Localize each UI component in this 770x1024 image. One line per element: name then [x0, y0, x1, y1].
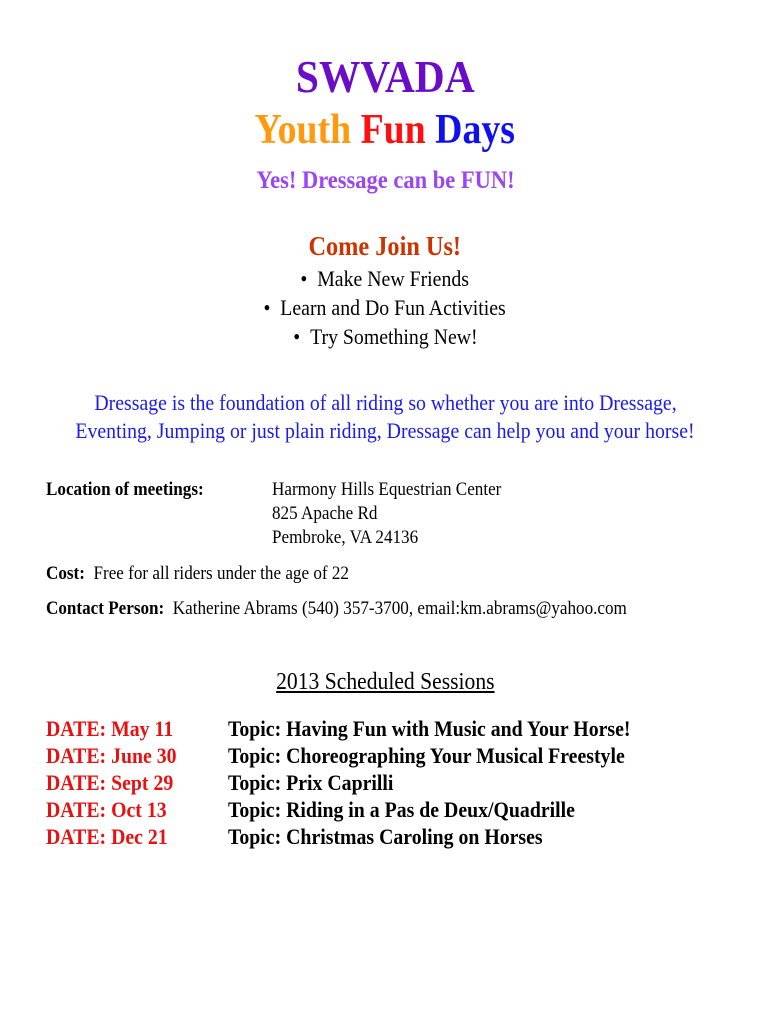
session-date: DATE: May 11 [46, 716, 174, 741]
contact-row [46, 598, 627, 620]
session-date: DATE: Dec 21 [46, 824, 168, 849]
cost-value: Free for all riders under the age of 22 [93, 563, 349, 584]
bullet-text: Try Something New! [309, 324, 478, 349]
join-heading [0, 231, 770, 262]
session-topic: Topic: Prix Caprilli [228, 770, 394, 795]
session-topic: Topic: Riding in a Pas de Deux/Quadrille [228, 797, 575, 822]
bullet-item: • Learn and Do Fun Activities [263, 295, 507, 320]
cost-row [46, 563, 349, 585]
tagline-text: Yes! Dressage can be FUN! [255, 167, 515, 194]
bullet-item: • Make New Friends [300, 266, 470, 291]
location-line: Pembroke, VA 24136 [272, 527, 419, 548]
session-date: DATE: Sept 29 [46, 770, 174, 795]
schedule-heading [0, 669, 770, 696]
subtitle-days: Days [435, 107, 516, 153]
join-heading-text: Come Join Us! [308, 231, 462, 261]
subtitle-fun: Fun [360, 107, 426, 153]
flyer-title [0, 50, 770, 103]
flyer-subtitle [0, 106, 770, 154]
intro-line [0, 418, 770, 444]
session-topic: Topic: Choreographing Your Musical Freestyle [228, 743, 625, 768]
cost-label: Cost: [46, 563, 85, 584]
session-date: DATE: Oct 13 [46, 797, 167, 822]
contact-value: Katherine Abrams (540) 357-3700, email:km.abrams@yahoo.com [172, 598, 627, 619]
title-text: SWVADA [295, 51, 475, 102]
bullet-text: Make New Friends [317, 266, 470, 291]
intro-line [0, 390, 770, 416]
session-topic: Topic: Christmas Caroling on Horses [228, 824, 543, 849]
location-line: Harmony Hills Equestrian Center [272, 479, 502, 500]
session-topic: Topic: Having Fun with Music and Your Horse! [228, 716, 631, 741]
tagline [0, 167, 770, 195]
bullet-text: Learn and Do Fun Activities [280, 295, 507, 320]
intro-text: Dressage is the foundation of all riding so whether you are into Dressage, [93, 390, 677, 415]
intro-text: Eventing, Jumping or just plain riding, Dressage can help you and your horse! [75, 418, 695, 443]
subtitle-youth: Youth [254, 107, 352, 153]
contact-label: Contact Person: [46, 598, 165, 619]
bullet-item: • Try Something New! [292, 324, 478, 349]
schedule-heading-text: 2013 Scheduled Sessions [275, 669, 495, 695]
location-label: Location of meetings: [46, 479, 204, 500]
session-date: DATE: June 30 [46, 743, 177, 768]
location-line: 825 Apache Rd [272, 503, 378, 524]
